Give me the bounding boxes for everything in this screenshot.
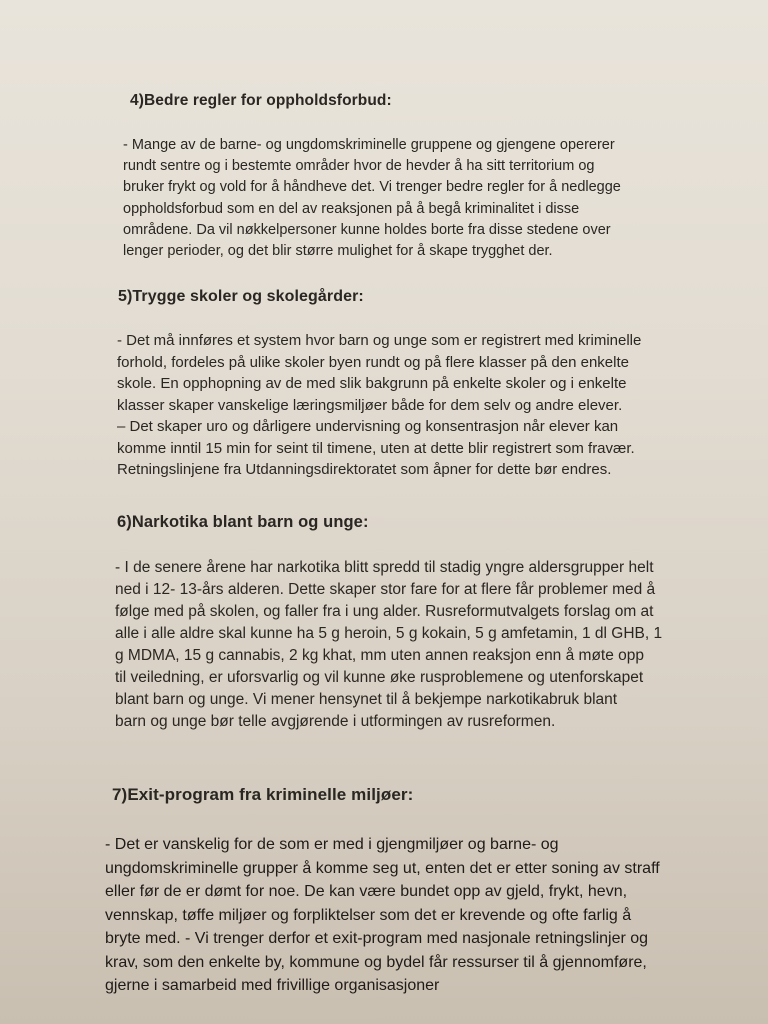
- paragraph-line: – Det skaper uro og dårligere undervisning og konsentrasjon når elever kan: [117, 418, 619, 435]
- paragraph-line: forhold, fordeles på ulike skoler byen rundt og på flere klasser på den enkelte: [117, 353, 629, 371]
- paragraph-line: eller før de er dømt for noe. De kan være bundet opp av gjeld, frykt, hevn,: [105, 883, 628, 900]
- paragraph-line: områdene. Da vil nøkkelpersoner kunne holdes borte fra disse stedene over: [123, 221, 611, 238]
- paragraph-line: alle i alle aldre skal kunne ha 5 g heroin, 5 g kokain, 5 g amfetamin, 1 dl GHB, 1: [115, 625, 663, 642]
- section-paragraph: [117, 330, 702, 481]
- paragraph-line: - Mange av de barne- og ungdomskriminelle gruppene og gjengene opererer: [123, 137, 615, 153]
- paragraph-line: skole. En opphopning av de med slik bakgrunn på enkelte skoler og i enkelte: [117, 375, 627, 392]
- section-heading: 5)Trygge skoler og skolegårder:: [118, 288, 364, 305]
- paragraph-line: - Det må innføres et system hvor barn og unge som er registrert med kriminelle: [117, 332, 642, 349]
- paragraph-line: blant barn og unge. Vi mener hensynet til å bekjempe narkotikabruk blant: [115, 691, 618, 708]
- section-paragraph: [115, 557, 725, 733]
- paragraph-line: oppholdsforbud som en del av reaksjonen på å begå kriminalitet i disse: [123, 200, 580, 217]
- section-narkotika: [0, 513, 768, 733]
- section-exit-program: [0, 785, 768, 998]
- paragraph-line: ned i 12- 13-års alderen. Dette skaper stor fare for at flere får problemer med å: [115, 581, 656, 598]
- section-heading: 4)Bedre regler for oppholdsforbud:: [130, 92, 392, 109]
- paragraph-line: g MDMA, 15 g cannabis, 2 kg khat, mm uten annen reaksjon enn å møte opp: [115, 647, 645, 664]
- paragraph-line: rundt sentre og i bestemte områder hvor de hevder å ha sitt territorium og: [123, 158, 595, 175]
- section-paragraph: [105, 833, 745, 998]
- section-trygge-skoler: [0, 288, 768, 481]
- section-heading: 7)Exit-program fra kriminelle miljøer:: [112, 785, 414, 804]
- paragraph-line: Retningslinjene fra Utdanningsdirektoratet som åpner for dette bør endres.: [117, 461, 612, 478]
- paragraph-line: ungdomskriminelle grupper å komme seg ut, enten det er etter soning av straff: [105, 859, 660, 877]
- paragraph-line: komme inntil 15 min for seint til timene, uten at dette blir registrert som fravær.: [117, 439, 635, 457]
- paragraph-line: vennskap, tøffe miljøer og forpliktelser som det er krevende og ofte farlig å: [105, 906, 632, 924]
- paragraph-line: gjerne i samarbeid med frivillige organisasjoner: [105, 977, 440, 994]
- paragraph-line: bruker frykt og vold for å håndheve det. Vi trenger bedre regler for å nedlegge: [123, 179, 621, 196]
- paragraph-line: - I de senere årene har narkotika blitt spredd til stadig yngre aldersgrupper helt: [115, 559, 654, 576]
- section-paragraph: [123, 135, 653, 262]
- paragraph-line: til veiledning, er uforsvarlig og vil kunne øke rusproblemene og utenforskapet: [115, 669, 644, 686]
- paragraph-line: klasser skaper vanskelige læringsmiljøer både for dem selv og andre elever.: [117, 396, 623, 414]
- paragraph-line: krav, som den enkelte by, kommune og bydel får ressurser til å gjennomføre,: [105, 953, 647, 971]
- paragraph-line: - Det er vanskelig for de som er med i gjengmiljøer og barne- og: [105, 836, 559, 853]
- paragraph-line: barn og unge bør telle avgjørende i utformingen av rusreformen.: [115, 713, 556, 730]
- paragraph-line: følge med på skolen, og faller fra i ung alder. Rusreformutvalgets forslag om at: [115, 603, 654, 620]
- section-oppholdsforbud: [0, 92, 768, 262]
- section-heading: 6)Narkotika blant barn og unge:: [117, 513, 369, 531]
- paragraph-line: bryte med. - Vi trenger derfor et exit-program med nasjonale retningslinjer og: [105, 930, 649, 947]
- paragraph-line: lenger perioder, og det blir større mulighet for å skape trygghet der.: [123, 243, 553, 260]
